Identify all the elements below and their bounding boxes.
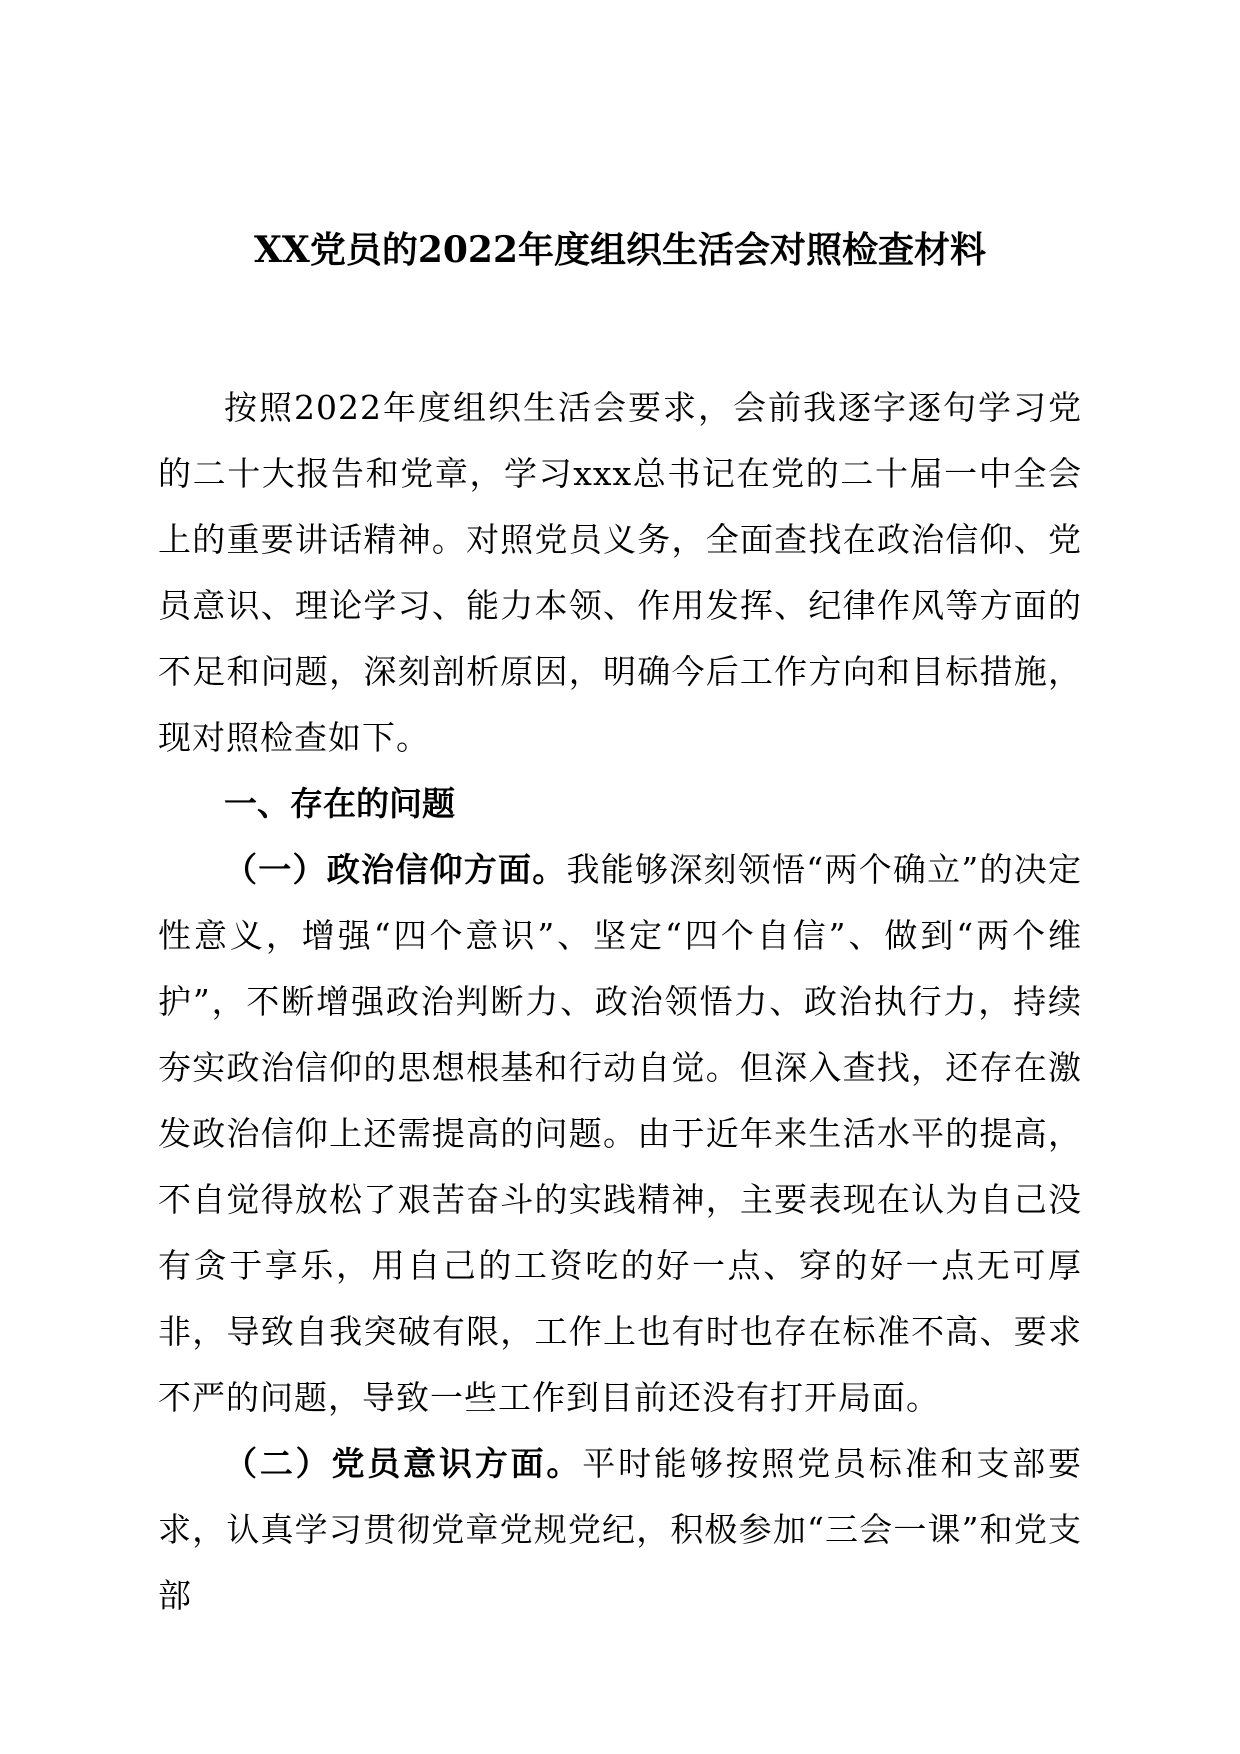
document-body (158, 375, 1082, 1629)
paragraph-lead: （一）政治信仰方面。 (224, 850, 567, 889)
section-heading-problems: 一、存在的问题 (224, 784, 455, 823)
intro-paragraph: 按照2022年度组织生活会要求，会前我逐字逐句学习党的二十大报告和党章，学习xxx总书记在党的二十届一中全会上的重要讲话精神。对照党员义务，全面查找在政治信仰、党员意识、理论学习、能力本领、作用发挥、纪律作风等方面的不足和问题，深刻剖析原因，明确今后工作方向和目标措施，现对照检查如下。 (158, 388, 1082, 757)
paragraph-text: 我能够深刻领悟“两个确立”的决定性意义，增强“四个意识”、坚定“四个自信”、做到“两个维护”，不断增强政治判断力、政治领悟力、政治执行力，持续夯实政治信仰的思想根基和行动自觉。但深入查找，还存在激发政治信仰上还需提高的问题。由于近年来生活水平的提高，不自觉得放松了艰苦奋斗的实践精神，主要表现在认为自己没有贪于享乐，用自己的工资吃的好一点、穿的好一点无可厚非，导致自我突破有限，工作上也有时也存在标准不高、要求不严的问题，导致一些工作到目前还没有打开局面。 (158, 850, 1082, 1417)
document-title: XX党员的2022年度组织生活会对照检查材料 (253, 229, 987, 271)
paragraph-political-belief (158, 837, 1082, 1431)
paragraph-lead: （二）党员意识方面。 (224, 1444, 583, 1483)
paragraph-text: 平时能够按照党员标准和支部要求，认真学习贯彻党章党规党纪，积极参加“三会一课”和党支部 (158, 1444, 1083, 1615)
paragraph-party-awareness (158, 1431, 1082, 1629)
